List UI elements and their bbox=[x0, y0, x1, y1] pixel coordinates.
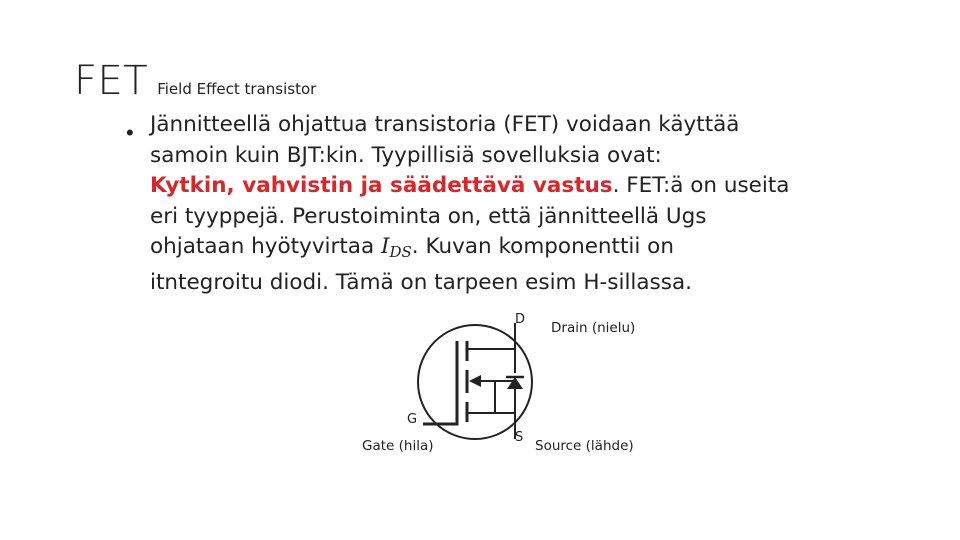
mosfet-symbol bbox=[395, 305, 535, 455]
source-lead bbox=[467, 413, 515, 439]
text-line-3 bbox=[150, 171, 790, 202]
math-ids-base: I bbox=[380, 234, 390, 259]
body-arrow-icon bbox=[469, 375, 481, 387]
diode-triangle-icon bbox=[507, 377, 523, 389]
bullet-marker: • bbox=[126, 120, 134, 145]
math-ids-sub: DS bbox=[389, 243, 412, 261]
pin-label-source: S bbox=[515, 430, 524, 445]
gate-lead bbox=[423, 341, 457, 424]
math-ids bbox=[381, 234, 412, 259]
text-line-2: samoin kuin BJT:kin. Tyypillisiä sovelluksia ovat: bbox=[150, 142, 662, 168]
text-line-5-post: . Kuvan komponenttii on bbox=[411, 234, 674, 259]
pin-label-gate: G bbox=[407, 412, 418, 427]
slide-title-row bbox=[74, 58, 316, 104]
text-line-6: itntegroitu diodi. Tämä on tarpeen esim H-sillassa. bbox=[150, 269, 692, 295]
label-drain: Drain (nielu) bbox=[551, 320, 636, 336]
bullet-text bbox=[150, 110, 790, 298]
bullet-paragraph bbox=[126, 110, 790, 298]
pin-label-drain: D bbox=[515, 312, 526, 327]
label-source: Source (lähde) bbox=[535, 438, 634, 454]
text-line-1: Jännitteellä ohjattua transistoria (FET) voidaan käyttää bbox=[150, 112, 740, 137]
text-line-4: eri tyyppejä. Perustoiminta on, että jännitteellä Ugs bbox=[150, 203, 707, 229]
text-line-5 bbox=[150, 232, 771, 268]
slide-subtitle: Field Effect transistor bbox=[157, 80, 317, 98]
slide-title: FET bbox=[74, 58, 149, 104]
label-gate: Gate (hila) bbox=[362, 438, 434, 454]
text-line-3-rest: . FET:ä on useita bbox=[612, 173, 790, 198]
text-line-5-pre: ohjataan hyötyvirtaa bbox=[150, 234, 381, 259]
highlight-applications: Kytkin, vahvistin ja säädettävä vastus bbox=[150, 173, 613, 198]
